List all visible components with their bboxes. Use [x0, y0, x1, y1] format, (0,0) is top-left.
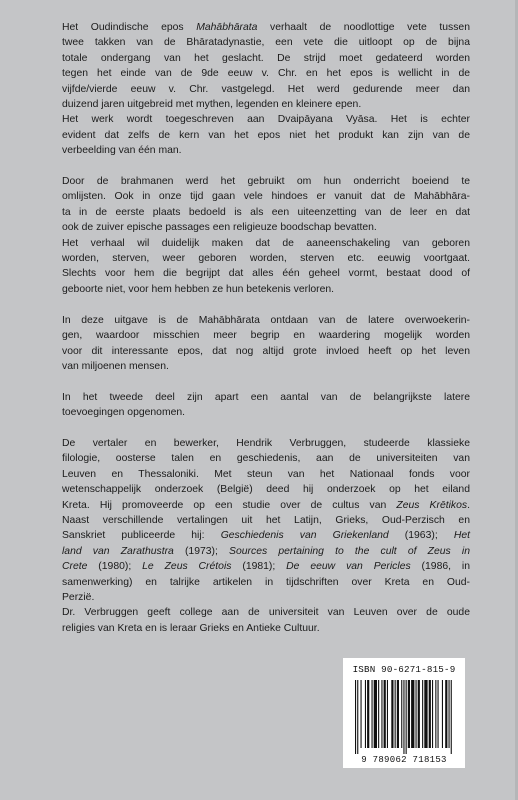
barcode-bar	[451, 680, 452, 754]
text-run: (1963);	[388, 530, 454, 542]
italic-text: Sources pertaining to the cult of Zeus in	[229, 545, 470, 557]
isbn-number: ISBN 90-6271-815-9	[352, 664, 456, 675]
text-run: Het Oudindische epos	[62, 22, 197, 33]
text-line	[62, 220, 470, 235]
italic-text: Geschiedenis van Griekenland	[220, 530, 389, 542]
text-run: omlijsten. Ook in onze tijd gaan vele hindoes er vanuit dat de Mahābhāra-	[62, 191, 470, 203]
text-run: Sanskriet publiceerde hij:	[62, 530, 221, 542]
barcode-bar	[378, 680, 379, 748]
text-run: religies van Kreta en is leraar Grieks en Antieke Cultuur.	[62, 622, 320, 634]
barcode-bar	[395, 680, 396, 748]
text-line	[62, 436, 470, 451]
text-run: Naast verschillende vertalingen uit het Latijn, Grieks, Oud-Perzisch en	[62, 514, 470, 526]
italic-text: Het	[453, 530, 471, 542]
text-run: Leuven en Thessaloniki. Met steun van het Nationaal fonds voor	[62, 468, 470, 480]
blurb-text	[62, 20, 470, 652]
text-line	[62, 51, 470, 66]
text-run: totale ondergang van het geslacht. De strijd moet gedateerd worden	[62, 52, 470, 64]
barcode-bar	[401, 680, 402, 748]
paragraph	[62, 313, 470, 375]
text-line	[62, 112, 470, 127]
text-run: Het werk wordt toegeschreven aan Dvaipāyana Vyāsa. Het is echter	[62, 114, 470, 126]
barcode-bar	[387, 680, 388, 748]
text-line	[62, 236, 470, 251]
text-line	[62, 544, 470, 559]
barcode-bar	[438, 680, 439, 748]
text-line	[62, 174, 470, 189]
text-line	[62, 482, 470, 497]
text-run: evident dat zelfs de kern van het epos niet het produkt kan zijn van de	[62, 129, 470, 141]
text-run: toevoegingen opgenomen.	[62, 407, 186, 419]
text-line	[62, 328, 470, 343]
text-run: worden, sterven, weer geboren worden, sterven etc. eeuwig voortgaat.	[62, 253, 470, 265]
text-line	[62, 513, 470, 528]
text-line	[62, 390, 470, 405]
paragraph	[62, 20, 470, 159]
text-run: verhaalt de noodlottige vete tussen	[257, 22, 470, 33]
italic-text: Mahābhārata	[196, 22, 258, 33]
text-run: ta in de eerste plaats bedoeld is als een uiteenzetting van de leer en dat	[62, 206, 470, 218]
barcode-bar	[391, 680, 393, 748]
text-run: (1980);	[87, 561, 143, 573]
barcode-bar	[381, 680, 382, 748]
barcode-bar	[397, 680, 399, 748]
barcode-bar	[432, 680, 433, 748]
text-run: Perzië.	[62, 591, 95, 603]
barcode-bar	[361, 680, 362, 748]
text-run: filologie, oosterse talen en geschiedenis, aan de universiteiten van	[62, 453, 470, 465]
text-run: verbeelding van één man.	[62, 145, 182, 157]
text-line	[62, 66, 470, 81]
barcode-bar	[418, 680, 420, 748]
barcode-label	[343, 658, 465, 768]
text-run: Dr. Verbruggen geeft college aan de universiteit van Leuven over de oude	[62, 607, 470, 619]
text-line	[62, 143, 470, 158]
text-line	[62, 205, 470, 220]
text-line	[62, 20, 470, 35]
barcode-digits: 9 789062 718153	[361, 755, 447, 765]
text-run: Kreta. Hij promoveerde op een studie over de cultus van	[62, 499, 397, 511]
barcode-bar	[449, 680, 450, 748]
text-line	[62, 590, 470, 605]
text-line	[62, 405, 470, 420]
text-run: Door de brahmanen werd het gebruikt om hun onderricht boeiend te	[62, 176, 470, 188]
barcode-bar	[408, 680, 410, 748]
barcode-bars	[353, 680, 455, 754]
text-line	[62, 528, 470, 543]
text-run: (1981);	[231, 561, 287, 573]
barcode-bar	[424, 680, 427, 748]
barcode-bar	[416, 680, 417, 748]
text-run: twee takken van de Bhāratadynastie, een vete die uitloopt op de bijna	[62, 37, 470, 49]
text-run: gen, waardoor misschien meer begrip en waardering mogelijk worden	[62, 330, 470, 342]
text-line	[62, 498, 470, 513]
text-run: Slechts voor hem die begrijpt dat alles één geheel vormt, bestaat dood of	[62, 268, 470, 280]
barcode-bar	[355, 680, 356, 754]
text-line	[62, 344, 470, 359]
text-run: tegen het einde van de 9de eeuw v. Chr. en het epos is wellicht in de	[62, 68, 470, 80]
paragraph	[62, 174, 470, 297]
text-run: ook de zuiver epische passages een religieuze boodschap bevatten.	[62, 222, 377, 234]
text-run: .	[467, 499, 470, 511]
italic-text: Zeus Krētikos	[396, 499, 468, 511]
text-run: duizend jaren uitgebreid met mythen, legenden en kleinere epen.	[62, 99, 362, 111]
text-line	[62, 128, 470, 143]
italic-text: land van Zarathustra	[62, 545, 174, 557]
barcode-bar	[357, 680, 358, 754]
barcode-bar	[445, 680, 447, 748]
italic-text: Le Zeus Crétois	[142, 561, 232, 573]
italic-text: De eeuw van Pericles	[286, 561, 411, 573]
text-run: (1973);	[173, 545, 230, 557]
barcode-bar	[422, 680, 423, 748]
text-run: geboorte niet, voor hem hebben ze hun betekenis verloren.	[62, 283, 335, 295]
barcode-bar	[435, 680, 436, 748]
text-line	[62, 575, 470, 590]
barcode-bar	[367, 680, 369, 748]
barcode-bar	[384, 680, 386, 748]
barcode-bar	[374, 680, 377, 748]
barcode-bar	[442, 680, 443, 748]
text-line	[62, 189, 470, 204]
text-run: Het verhaal wil duidelijk maken dat de aaneenschakeling van geboren	[62, 237, 470, 249]
text-line	[62, 35, 470, 50]
text-line	[62, 82, 470, 97]
text-run: vijfde/vierde eeuw v. Chr. vastgelegd. Het werd gedurende meer dan	[62, 83, 470, 95]
text-run: (1986, in	[410, 561, 470, 573]
text-run: De vertaler en bewerker, Hendrik Verbruggen, studeerde klassieke	[62, 437, 470, 449]
text-line	[62, 359, 470, 374]
text-run: In deze uitgave is de Mahābhārata ontdaan van de latere overwoekerin-	[62, 314, 470, 326]
text-line	[62, 605, 470, 620]
barcode-bar	[429, 680, 431, 748]
text-line	[62, 621, 470, 636]
barcode-bar	[403, 680, 404, 754]
text-line	[62, 313, 470, 328]
text-run: In het tweede deel zijn apart een aantal van de belangrijkste latere	[62, 391, 470, 403]
barcode-bar	[372, 680, 373, 748]
text-run: van miljoenen mensen.	[62, 360, 169, 372]
text-line	[62, 559, 470, 574]
paragraph	[62, 390, 470, 421]
text-run: voor dit interessante epos, dat nog altijd grote invloed heeft op het leven	[62, 345, 470, 357]
text-line	[62, 266, 470, 281]
paragraph	[62, 436, 470, 636]
text-run: samenwerking) en talrijke artikelen in tijdschriften over Kreta en Oud-	[62, 576, 470, 588]
text-line	[62, 467, 470, 482]
barcode-bar	[365, 680, 366, 748]
text-line	[62, 451, 470, 466]
barcode-bar	[406, 680, 407, 754]
italic-text: Crete	[62, 561, 88, 573]
text-line	[62, 97, 470, 112]
text-line	[62, 282, 470, 297]
text-line	[62, 251, 470, 266]
text-run: wetenschappelijk onderzoek (België) deed hij onderzoek op het eiland	[62, 484, 470, 496]
barcode-bar	[411, 680, 414, 748]
